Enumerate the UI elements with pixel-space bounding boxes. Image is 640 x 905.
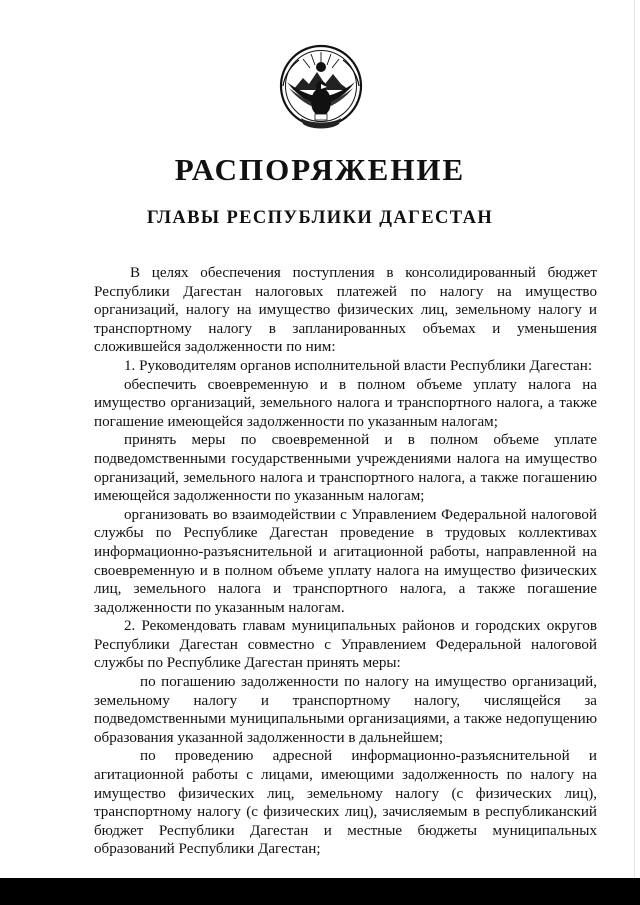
- paragraph-item-2: [94, 617, 597, 673]
- text-line: образований Республики Дагестан;: [94, 841, 321, 858]
- text-line: своевременную и в полном объеме уплату налога на имущество физических: [94, 562, 597, 579]
- text-line: агитационной работы с лицами, имеющими задолженность по налогу на: [94, 767, 597, 784]
- text-line: бюджет Республики Дагестан и местные бюджеты муниципальных: [94, 822, 597, 839]
- scan-bottom-edge: [0, 878, 640, 905]
- scan-top-edge: [0, 0, 640, 8]
- text-line: 2. Рекомендовать главам муниципальных районов и городских округов: [124, 618, 597, 635]
- text-line: информационно-разъяснительной и агитационной работы, направленной на: [94, 543, 597, 560]
- text-line: погашение имеющейся задолженности по указанным налогам;: [94, 413, 498, 430]
- text-line: службы по Республике Дагестан принять меры:: [94, 655, 401, 672]
- text-line: задолженности по указанным налогам.: [94, 599, 345, 616]
- text-line: имущество физических лиц, земельному налогу (с физических лиц),: [94, 785, 597, 802]
- document-title: РАСПОРЯЖЕНИЕ: [174, 152, 466, 187]
- text-line: Республики Дагестан совместно с Управлением Федеральной налоговой: [94, 636, 597, 653]
- text-line: организаций, земельного налога и транспортного налога, а также погашению: [94, 469, 597, 486]
- emblem-shield-base: [315, 114, 327, 120]
- text-line: организаций, налогу на имущество физических лиц, земельному налогу и: [94, 302, 597, 319]
- document-body: [94, 264, 597, 859]
- text-line: организовать во взаимодействии с Управлением Федеральной налоговой: [124, 506, 597, 523]
- text-line: принять меры по своевременной и в полном объеме уплате: [124, 432, 597, 449]
- emblem-sun: [316, 62, 326, 72]
- text-line: подведомственными муниципальными организациями, а также недопущению: [94, 711, 597, 728]
- text-line: имеющейся задолженности по указанным налогам;: [94, 488, 425, 505]
- text-line: земельному налогу и транспортному налогу, числящейся за: [94, 692, 597, 709]
- text-line: Республики Дагестан налоговых платежей по налогу на имущество: [94, 283, 597, 300]
- scan-edge-shadow: [612, 0, 635, 878]
- text-line: сложившейся задолженности по ним:: [94, 339, 336, 356]
- paragraph-organize: [94, 506, 597, 618]
- document-subtitle: ГЛАВЫ РЕСПУБЛИКИ ДАГЕСТАН: [146, 208, 494, 228]
- text-line: транспортному налогу в запланированных объемах и уменьшения: [94, 320, 597, 337]
- paragraph-preamble: [94, 264, 597, 357]
- text-line: лиц, земельного налога и транспортного налога, а также погашение: [94, 581, 597, 598]
- text-line: обеспечить своевременную и в полном объеме уплату налога на: [124, 376, 597, 393]
- paragraph-debt-repayment: [94, 673, 597, 747]
- text-line: образования указанной задолженности в дальнейшем;: [94, 729, 444, 746]
- paragraph-outreach: [94, 747, 597, 859]
- text-line: подведомственными государственными учреждениями налога на имущество: [94, 450, 597, 467]
- paragraph-ensure-payment: [94, 376, 597, 432]
- text-line: по проведению адресной информационно-разъяснительной и: [140, 748, 597, 765]
- text-line: имущество организаций, земельного налога и транспортного налога, а также: [94, 395, 597, 412]
- text-line: службы по Республике Дагестан проведение в трудовых коллективах: [94, 525, 597, 542]
- emblem-eagle-body: [311, 88, 331, 116]
- text-line: транспортному налогу (с физических лиц), зачисляемым в республиканский: [94, 804, 597, 821]
- text-line: по погашению задолженности по налогу на имущество организаций,: [140, 674, 597, 691]
- coat-of-arms-emblem: [279, 44, 363, 132]
- paragraph-item-1: [94, 357, 597, 376]
- paragraph-take-measures: [94, 431, 597, 505]
- text-line: 1. Руководителям органов исполнительной власти Республики Дагестан:: [124, 357, 593, 374]
- text-line: В целях обеспечения поступления в консолидированный бюджет: [130, 265, 597, 281]
